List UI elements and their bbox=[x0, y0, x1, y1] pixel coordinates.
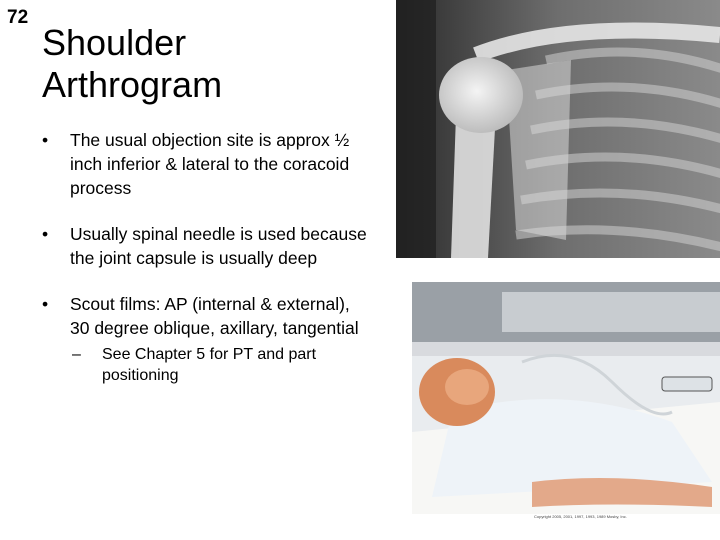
bullet-text: The usual objection site is approx ½ inch inferior & lateral to the coracoid process bbox=[70, 130, 350, 198]
bullet-marker: • bbox=[42, 294, 49, 314]
title-line-1: Shoulder bbox=[42, 22, 187, 63]
sub-bullet-item bbox=[42, 344, 372, 386]
photo-copyright-caption: Copyright 2005, 2001, 1997, 1993, 1989 Mosby, Inc. bbox=[534, 514, 627, 519]
bullet-marker: • bbox=[42, 130, 49, 150]
shoulder-xray-image bbox=[396, 0, 720, 258]
photo-graphic bbox=[412, 282, 720, 514]
sub-bullet-marker: – bbox=[72, 346, 81, 363]
slide-number: 72 bbox=[7, 7, 29, 28]
bullet-item bbox=[42, 292, 372, 386]
xray-graphic bbox=[396, 0, 720, 258]
bullet-list bbox=[42, 128, 372, 386]
bullet-item bbox=[42, 128, 372, 200]
sub-bullet-text: See Chapter 5 for PT and part positioning bbox=[102, 346, 317, 384]
slide-title bbox=[42, 22, 222, 106]
title-line-2: Arthrogram bbox=[42, 64, 223, 105]
bullet-item bbox=[42, 222, 372, 270]
bullet-marker: • bbox=[42, 224, 49, 244]
bullet-text: Usually spinal needle is used because the joint capsule is usually deep bbox=[70, 224, 367, 268]
bullet-text: Scout films: AP (internal & external), 30 degree oblique, axillary, tangential bbox=[70, 294, 359, 338]
patient-positioning-photo bbox=[412, 282, 720, 514]
